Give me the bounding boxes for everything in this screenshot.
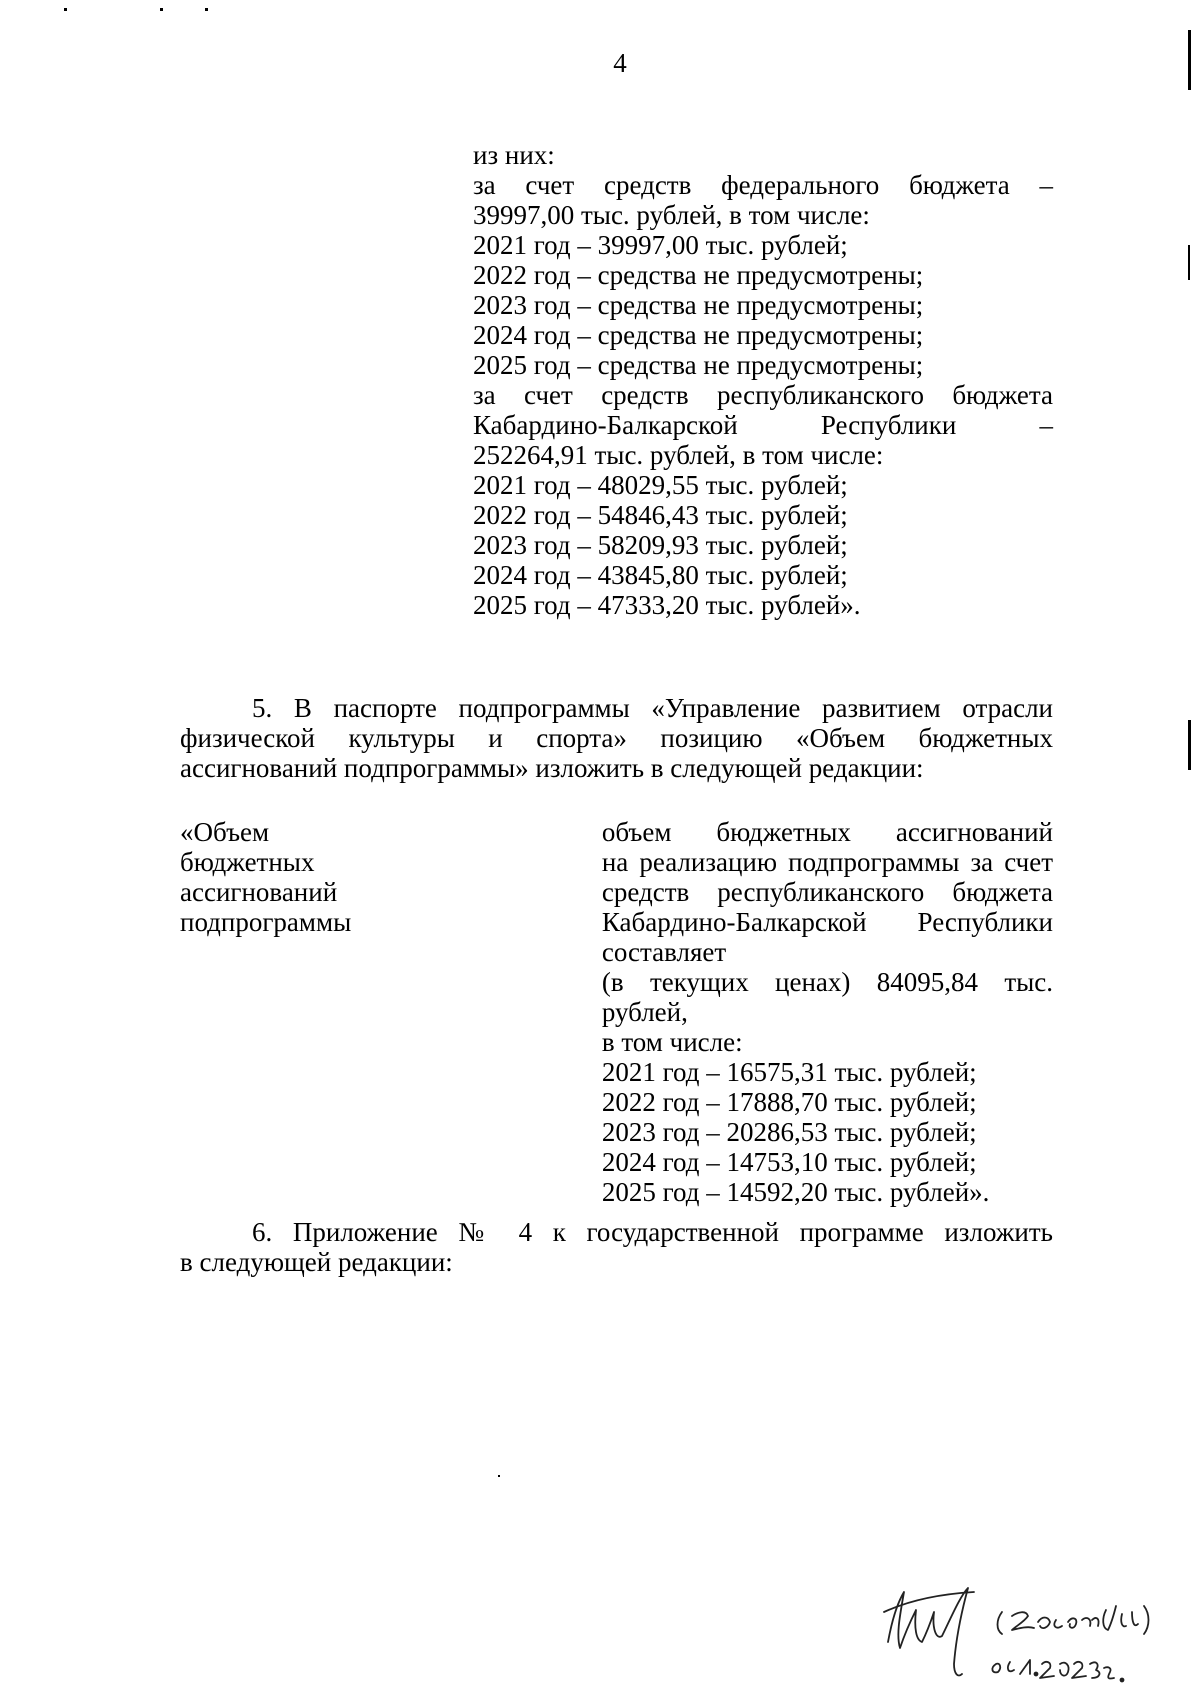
table-value-line: в том числе: [601,1027,743,1057]
funding-line: 2025 год – 47333,20 тыс. рублей». [473,590,861,620]
table-value-line: на реализацию подпрограммы за счет [601,847,1053,877]
table-label-line: ассигнований [180,877,338,907]
paragraph-6 [180,1217,1053,1277]
scan-mark [64,8,67,11]
table-label-line: бюджетных [180,847,315,877]
handwritten-signature [870,1570,1190,1690]
funding-line: 252264,91 тыс. рублей, в том числе: [473,440,884,470]
passport-table-value [602,817,1053,1207]
funding-line: 2021 год – 39997,00 тыс. рублей; [473,230,848,260]
funding-line: 2023 год – средства не предусмотрены; [473,290,924,320]
funding-line: 2022 год – средства не предусмотрены; [473,260,924,290]
funding-line: 2022 год – 54846,43 тыс. рублей; [473,500,848,530]
funding-line: 2025 год – средства не предусмотрены; [473,350,924,380]
table-value-line: 2021 год – 16575,31 тыс. рублей; [601,1057,977,1087]
paragraph-line: в следующей редакции: [180,1247,453,1277]
funding-line: 2023 год – 58209,93 тыс. рублей; [473,530,848,560]
passport-table [180,817,1053,1207]
funding-line: 39997,00 тыс. рублей, в том числе: [473,200,870,230]
funding-line: Кабардино-Балкарской Республики – [473,410,1053,440]
scan-mark [1188,245,1190,280]
table-value-line: 2025 год – 14592,20 тыс. рублей». [601,1177,990,1207]
table-value-line: Кабардино-Балкарской Республики составляет [601,907,1053,967]
table-label-line: «Объем [180,817,270,847]
scan-mark [160,8,163,11]
scan-mark [498,1475,500,1477]
funding-line: 2024 год – 43845,80 тыс. рублей; [473,560,848,590]
scan-mark [205,8,208,11]
funding-line: 2024 год – средства не предусмотрены; [473,320,924,350]
table-value-line: (в текущих ценах) 84095,84 тыс. рублей, [601,967,1053,1027]
table-value-line: 2022 год – 17888,70 тыс. рублей; [601,1087,977,1117]
scan-mark [1188,30,1191,90]
funding-line: 2021 год – 48029,55 тыс. рублей; [473,470,848,500]
paragraph-line: 5. В паспорте подпрограммы «Управление развитием отрасли [252,693,1053,723]
scan-mark [1188,720,1191,770]
table-value-line: объем бюджетных ассигнований [601,817,1053,847]
table-value-line: 2023 год – 20286,53 тыс. рублей; [601,1117,977,1147]
funding-line: за счет средств республиканского бюджета [473,380,1053,410]
funding-line: из них: [473,140,555,170]
funding-line: за счет средств федерального бюджета – [473,170,1053,200]
table-label-line: подпрограммы [180,907,352,937]
paragraph-line: физической культуры и спорта» позицию «Объем бюджетных [180,723,1053,753]
table-value-line: 2024 год – 14753,10 тыс. рублей; [601,1147,977,1177]
paragraph-line: ассигнований подпрограммы» изложить в следующей редакции: [180,753,924,783]
page-number: 4 [613,48,627,78]
paragraph-5 [180,693,1053,783]
paragraph-line: 6. Приложение № 4 к государственной программе изложить [252,1217,1053,1247]
funding-block [473,140,1053,620]
passport-table-label [180,817,418,1207]
table-value-line: средств республиканского бюджета [601,877,1053,907]
